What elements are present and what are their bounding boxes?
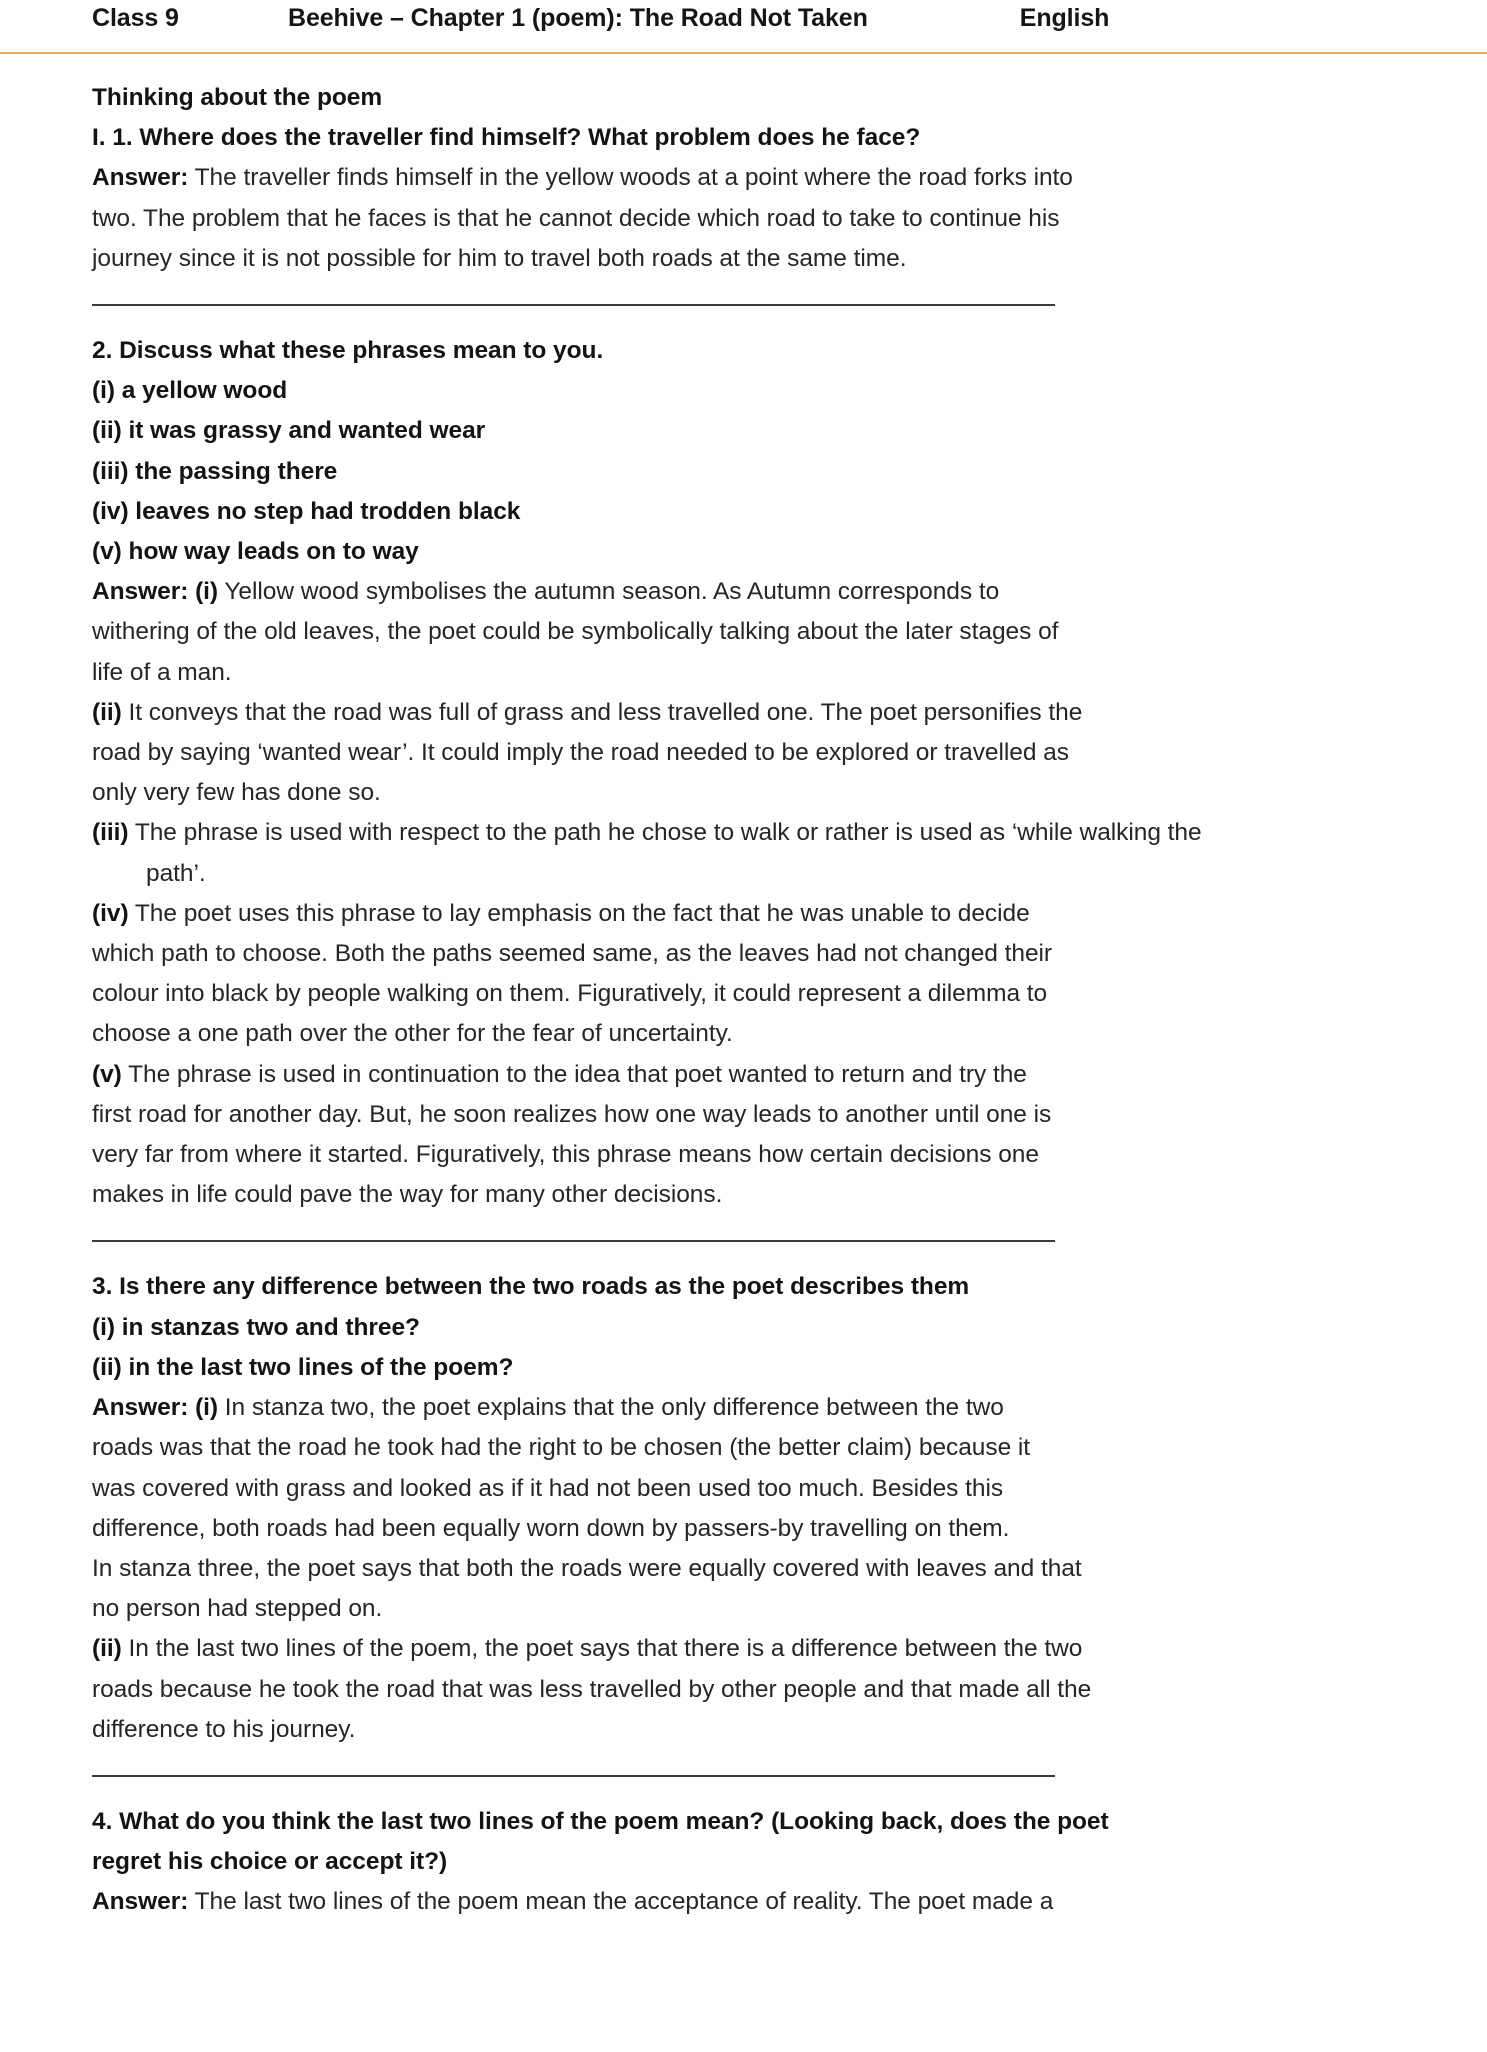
question-1-answer-line: [92, 199, 1395, 239]
question-2-answer-line: [92, 773, 1395, 813]
question-2-answer-body: life of a man.: [92, 658, 232, 686]
question-2-answer-body: which path to choose. Both the paths seemed same, as the leaves had not changed their: [92, 940, 1053, 968]
question-3-answer-body: In stanza three, the poet says that both the roads were equally covered with leaves and that: [92, 1554, 1082, 1582]
question-2-answer-line: [92, 1014, 1395, 1054]
question-2-answer-line: [92, 693, 1395, 733]
question-2-answer-body: Yellow wood symbolises the autumn season. As Autumn corresponds to: [218, 578, 1000, 606]
question-2-answer-body: makes in life could pave the way for many other decisions.: [92, 1181, 723, 1209]
section-heading: Thinking about the poem: [92, 84, 383, 111]
question-4-text: [92, 1802, 1395, 1882]
question-2-answer-body: The phrase is used in continuation to the idea that poet wanted to return and try the: [121, 1060, 1027, 1088]
question-3-text: [92, 1267, 1395, 1388]
question-3-answer-body: In the last two lines of the poem, the poet says that there is a difference between the two: [121, 1635, 1083, 1663]
section-divider-2: [92, 1240, 1055, 1242]
question-2-answer-lead: (iv): [92, 899, 129, 927]
header-subject-label: English: [1019, 4, 1110, 32]
question-2-answer-body: choose a one path over the other for the fear of uncertainty.: [92, 1020, 733, 1048]
question-2-answer-body: first road for another day. But, he soon realizes how one way leads to another until one is: [92, 1100, 1052, 1128]
question-2-answer-line: [92, 974, 1395, 1014]
question-2-answer-body: colour into black by people walking on them. Figuratively, it could represent a dilemma to: [92, 980, 1048, 1008]
section-divider-1: [92, 304, 1055, 306]
question-3-answer-body: roads was that the road he took had the right to be chosen (the better claim) because it: [92, 1434, 1031, 1462]
question-1-block: [92, 118, 1395, 279]
question-2-answer-body: path’.: [146, 859, 206, 887]
question-2-answer-line: [92, 934, 1395, 974]
question-2-answer-body: The poet uses this phrase to lay emphasis on the fact that he was unable to decide: [128, 899, 1030, 927]
question-2-answer-body: It conveys that the road was full of grass and less travelled one. The poet personifies the: [121, 698, 1083, 726]
question-1-answer-body: two. The problem that he faces is that he cannot decide which road to take to continue his: [92, 204, 1060, 232]
question-1-answer-line: [92, 239, 1395, 279]
question-2-answer-line: [92, 612, 1395, 652]
question-4-answer-line: [92, 1882, 1395, 1922]
header-chapter-title: Beehive – Chapter 1 (poem): The Road Not Taken: [288, 4, 868, 32]
question-1-answer: [92, 158, 1395, 279]
question-2-answer-body: road by saying ‘wanted wear’. It could imply the road needed to be explored or travelled as: [92, 739, 1069, 767]
question-2-answer-lead: (iii): [92, 819, 129, 847]
question-2-phrase-list: [92, 371, 1395, 572]
question-2-answer-line: [92, 733, 1395, 773]
question-4-answer-body: The last two lines of the poem mean the acceptance of reality. The poet made a: [188, 1888, 1054, 1916]
question-2-answer-line: [92, 1175, 1395, 1215]
question-3-answer-body: no person had stepped on.: [92, 1595, 383, 1623]
question-1-answer-lead: Answer:: [92, 164, 189, 192]
question-4-answer-lead: Answer:: [92, 1888, 189, 1916]
question-3-answer-lead: Answer: (i): [92, 1394, 219, 1422]
question-2-answer-body: only very few has done so.: [92, 779, 381, 807]
question-3-answer-line: [92, 1509, 1395, 1549]
question-2-answer-body: The phrase is used with respect to the path he chose to walk or rather is used as ‘while walking the: [128, 819, 1202, 847]
question-2-block: [92, 331, 1395, 1215]
question-2-answer-body: withering of the old leaves, the poet could be symbolically talking about the later stages of: [92, 618, 1059, 646]
question-3-question-line: (ii) in the last two lines of the poem?: [92, 1353, 514, 1381]
question-2-answer-line: [92, 813, 1395, 853]
question-3-answer-line: [92, 1670, 1395, 1710]
question-2-phrase-item: (i) a yellow wood: [92, 377, 288, 405]
question-2-answer-lead: (ii): [92, 698, 122, 726]
question-2-answer-lead: Answer: (i): [92, 578, 219, 606]
question-2-text: 2. Discuss what these phrases mean to you.: [92, 337, 604, 365]
question-1-answer-body: The traveller finds himself in the yellow woods at a point where the road forks into: [188, 164, 1073, 192]
question-1-answer-line: [92, 158, 1395, 198]
question-2-answer-line: [92, 1135, 1395, 1175]
question-2-answer-lead: (v): [92, 1060, 122, 1088]
question-1-text: I. 1. Where does the traveller find himself? What problem does he face?: [92, 124, 921, 152]
question-3-answer: [92, 1388, 1395, 1750]
question-1-answer-body: journey since it is not possible for him to travel both roads at the same time.: [92, 244, 907, 272]
question-4-question-line: 4. What do you think the last two lines of the poem mean? (Looking back, does the poet: [92, 1807, 1109, 1835]
question-3-answer-line: [92, 1589, 1395, 1629]
document-body: [92, 54, 1395, 1923]
question-3-answer-line: [92, 1469, 1395, 1509]
question-2-answer-line: [92, 894, 1395, 934]
question-3-answer-body: difference, both roads had been equally worn down by passers-by travelling on them.: [92, 1514, 1010, 1542]
question-3-answer-line: [92, 1388, 1395, 1428]
question-4-answer: [92, 1882, 1395, 1922]
question-3-block: [92, 1267, 1395, 1749]
page-header: [0, 0, 1487, 33]
question-3-answer-body: difference to his journey.: [92, 1715, 356, 1743]
question-2-phrase-item: (iii) the passing there: [92, 457, 338, 485]
question-2-answer-line: [92, 1095, 1395, 1135]
question-2-phrase-item: (v) how way leads on to way: [92, 538, 419, 566]
section-divider-3: [92, 1775, 1055, 1777]
question-3-answer-line: [92, 1629, 1395, 1669]
question-2-answer: [92, 572, 1395, 1215]
question-2-answer-line: [92, 1055, 1395, 1095]
question-4-question-line: regret his choice or accept it?): [92, 1848, 448, 1876]
question-3-question-line: 3. Is there any difference between the two roads as the poet describes them: [92, 1273, 970, 1301]
question-2-answer-line: [92, 572, 1395, 612]
question-4-block: [92, 1802, 1395, 1923]
question-2-phrase-item: (iv) leaves no step had trodden black: [92, 497, 521, 525]
question-3-answer-line: [92, 1710, 1395, 1750]
question-2-answer-body: very far from where it started. Figuratively, this phrase means how certain decisions one: [92, 1141, 1039, 1169]
question-2-answer-line: [92, 653, 1395, 693]
question-3-question-line: (i) in stanzas two and three?: [92, 1313, 420, 1341]
question-3-answer-body: was covered with grass and looked as if it had not been used too much. Besides this: [92, 1474, 1004, 1502]
question-2-answer-line: [92, 854, 1395, 894]
question-3-answer-body: In stanza two, the poet explains that the only difference between the two: [218, 1394, 1004, 1422]
question-3-answer-line: [92, 1428, 1395, 1468]
question-3-answer-body: roads because he took the road that was less travelled by other people and that made all the: [92, 1675, 1092, 1703]
question-3-answer-line: [92, 1549, 1395, 1589]
question-2-phrase-item: (ii) it was grassy and wanted wear: [92, 417, 486, 445]
header-class-label: Class 9: [92, 4, 179, 32]
question-3-answer-lead: (ii): [92, 1635, 122, 1663]
